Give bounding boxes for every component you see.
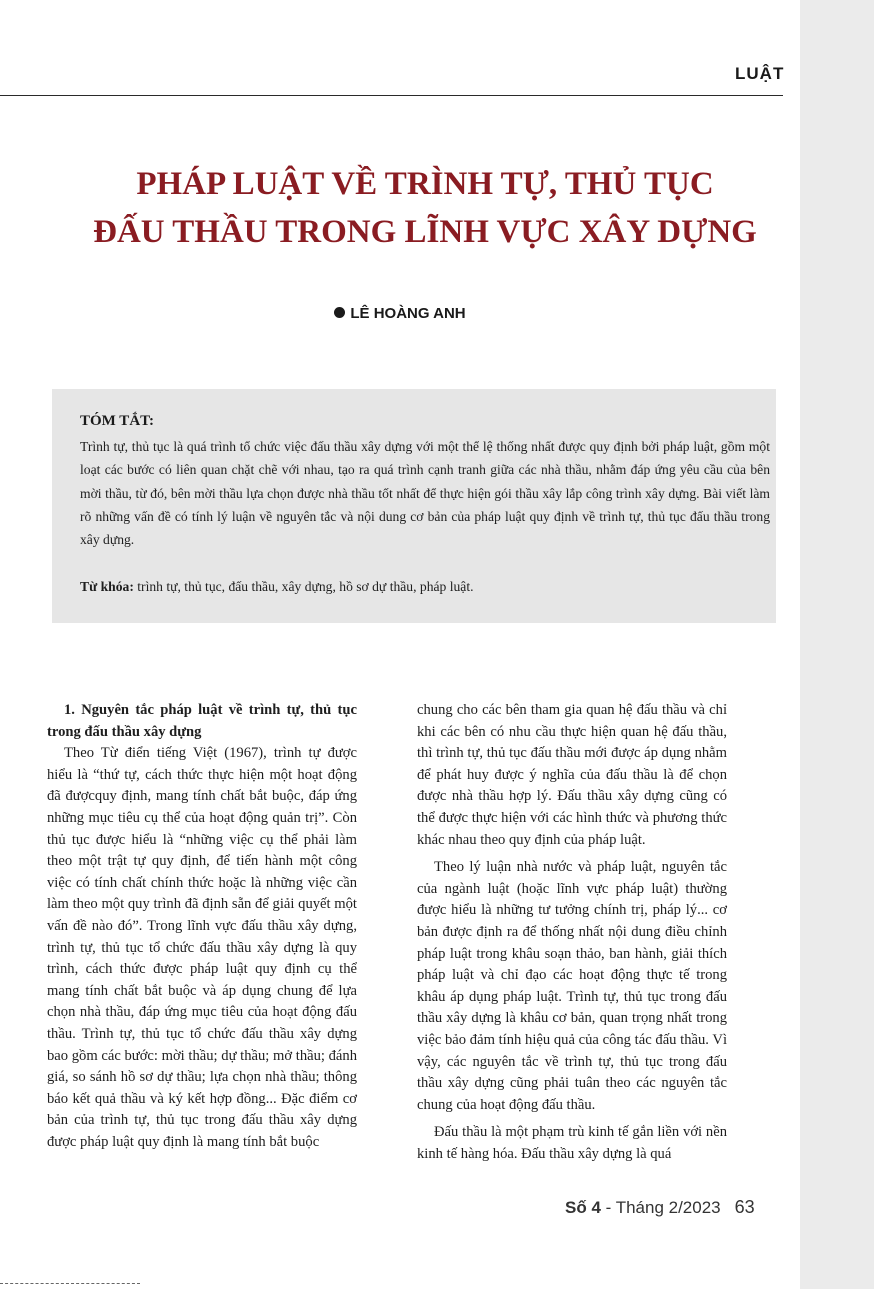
paragraph: Theo lý luận nhà nước và pháp luật, nguyên tắc của ngành luật (hoặc lĩnh vực pháp luật) thường được hiểu là những tư tưởng chính trị, pháp lý... cơ bản được định ra để thống nhất nội dung điều chỉnh pháp luật trong khâu soạn thảo, ban hành, giải thích pháp luật và chỉ đạo các hoạt động thực tế trong khâu áp dụng pháp luật. Trình tự, thủ tục trong đấu thầu xây dựng là khâu cơ bản, quan trọng nhất trong việc bảo đảm tính hiệu quả của công tác đấu thầu. Vì vậy, các nguyên tắc về trình tự, thủ tục trong đấu thầu xây dựng cũng phải tuân theo các nguyên tắc chung của hoạt động đấu thầu.	[417, 859, 727, 1113]
page-footer	[565, 1197, 755, 1218]
keywords-list: trình tự, thủ tục, đấu thầu, xây dựng, hồ sơ dự thầu, pháp luật.	[133, 579, 474, 594]
bullet-icon	[334, 307, 345, 318]
page-edge-strip	[800, 0, 874, 1289]
section-label: LUẬT	[735, 64, 785, 83]
issue-date: - Tháng 2/2023	[600, 1198, 721, 1217]
issue-number: Số 4	[565, 1198, 601, 1217]
bottom-rule	[0, 1283, 140, 1284]
paragraph: chung cho các bên tham gia quan hệ đấu thầu và chỉ khi các bên có nhu cầu thực hiện quan hệ đấu thầu, thì trình tự, thủ tục đấu thầu mới được áp dụng nhằm để phát huy được ý nghĩa của đấu thầu là để chọn được nhà thầu hợp lý. Đấu thầu xây dựng cũng có thể được thực hiện với các hình thức và phương thức khác nhau theo quy định của pháp luật.	[417, 702, 727, 848]
keywords-label: Từ khóa:	[80, 579, 134, 594]
body-column-right	[417, 700, 727, 1165]
header-rule	[0, 95, 783, 96]
abstract-heading: TÓM TẮT:	[80, 413, 155, 429]
page-number: 63	[734, 1197, 755, 1217]
abstract-text: Trình tự, thủ tục là quá trình tổ chức việc đấu thầu xây dựng với một thể lệ thống nhất được quy định bởi pháp luật, gồm một loạt các bước có liên quan chặt chẽ với nhau, tạo ra quá trình cạnh tranh giữa các nhà thầu, nhằm đáp ứng yêu cầu của bên mời thầu, từ đó, bên mời thầu lựa chọn được nhà thầu tốt nhất để thực hiện gói thầu xây lắp công trình xây dựng. Bài viết làm rõ những vấn đề có tính lý luận về nguyên tắc và nội dung cơ bản của pháp luật quy định về trình tự, thủ tục đấu thầu trong xây dựng.	[80, 439, 770, 548]
paragraph: Đấu thầu là một phạm trù kinh tế gắn liền với nền kinh tế hàng hóa. Đấu thầu xây dựng là quá	[417, 1124, 727, 1162]
section-heading: 1. Nguyên tắc pháp luật về trình tự, thủ tục trong đấu thầu xây dựng	[47, 702, 357, 740]
title-line-2: ĐẤU THẦU TRONG LĨNH VỰC XÂY DỰNG	[93, 214, 757, 250]
author-byline	[0, 305, 800, 322]
keywords	[80, 575, 770, 598]
article-title	[60, 160, 790, 256]
body-column-left	[47, 700, 357, 1153]
title-line-1: PHÁP LUẬT VỀ TRÌNH TỰ, THỦ TỤC	[136, 166, 714, 202]
paragraph: Theo Từ điển tiếng Việt (1967), trình tự được hiểu là “thứ tự, cách thức thực hiện một hoạt động đã đượcquy định, mang tính chất bắt buộc, đáp ứng những mục tiêu cụ thể của hoạt động quản trị”. Còn thủ tục được hiểu là “những việc cụ thể phải làm theo một trật tự quy định, để tiến hành một công việc có tính chất chính thức hoặc là những việc cần làm theo một quy trình đã định sẵn để giải quyết một vấn đề nào đó”. Trong lĩnh vực đấu thầu xây dựng, trình tự, thủ tục tổ chức đấu thầu xây dựng là quy trình, cách thức được pháp luật quy định cụ thể mang tính chất bắt buộc và áp dụng chung để lựa chọn nhà thầu, đáp ứng mục tiêu của hoạt động đấu thầu. Trình tự, thủ tục tổ chức đấu thầu xây dựng bao gồm các bước: mời thầu; dự thầu; mở thầu; đánh giá, so sánh hồ sơ dự thầu; lựa chọn nhà thầu; thông báo kết quả thầu và ký kết hợp đồng... Đặc điểm cơ bản của trình tự, thủ tục trong đấu thầu xây dựng được pháp luật quy định là mang tính bắt buộc	[47, 745, 357, 1150]
author-name: LÊ HOÀNG ANH	[350, 305, 466, 322]
